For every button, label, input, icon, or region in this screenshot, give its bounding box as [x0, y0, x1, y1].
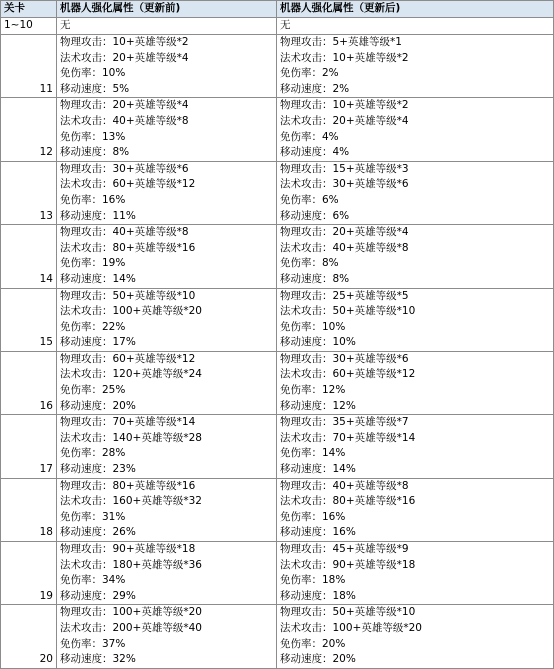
attribute-line: 免伤率：18%: [280, 574, 346, 587]
attribute-line: 物理攻击：25+英雄等级*5: [280, 289, 409, 302]
attribute-line: 移动速度：26%: [60, 526, 136, 539]
attribute-line: 免伤率：2%: [280, 67, 339, 80]
attribute-line: 移动速度：20%: [280, 653, 356, 666]
attribute-line: 物理攻击：15+英雄等级*3: [280, 162, 409, 175]
header-before: 机器人强化属性（更新前): [57, 1, 277, 18]
attribute-line: 移动速度：14%: [280, 463, 356, 476]
attribute-line: 移动速度：10%: [280, 336, 356, 349]
attribute-line: 免伤率：31%: [60, 510, 126, 523]
attribute-line: 法术攻击：180+英雄等级*36: [60, 558, 202, 571]
attribute-line: 物理攻击：40+英雄等级*8: [60, 226, 189, 239]
attribute-line: 法术攻击：160+英雄等级*32: [60, 495, 202, 508]
attribute-line: 免伤率：28%: [60, 447, 126, 460]
attribute-line: 法术攻击：40+英雄等级*8: [280, 241, 409, 254]
header-after: 机器人强化属性（更新后): [277, 1, 554, 18]
attribute-line: 物理攻击：10+英雄等级*2: [280, 99, 409, 112]
table-row: [1, 161, 554, 224]
attribute-line: 移动速度：2%: [280, 82, 350, 95]
attribute-line: 物理攻击：20+英雄等级*4: [60, 99, 189, 112]
attribute-line: 免伤率：34%: [60, 574, 126, 587]
after-cell: [277, 542, 554, 605]
attribute-line: 移动速度：12%: [280, 399, 356, 412]
table-row: [1, 351, 554, 414]
table-row: [1, 478, 554, 541]
level-cell: 12: [1, 98, 57, 161]
attribute-line: 法术攻击：70+英雄等级*14: [280, 431, 416, 444]
attribute-line: 法术攻击：200+英雄等级*40: [60, 621, 202, 634]
level-cell: 14: [1, 225, 57, 288]
attribute-line: 移动速度：29%: [60, 589, 136, 602]
attribute-line: 物理攻击：35+英雄等级*7: [280, 416, 409, 429]
attribute-line: 物理攻击：5+英雄等级*1: [280, 36, 402, 48]
before-cell: [57, 288, 277, 351]
attribute-line: 移动速度：14%: [60, 272, 136, 285]
after-cell: [277, 605, 554, 668]
attribute-line: 法术攻击：120+英雄等级*24: [60, 368, 202, 381]
attribute-line: 法术攻击：140+英雄等级*28: [60, 431, 202, 444]
attribute-line: 法术攻击：80+英雄等级*16: [60, 241, 196, 254]
attribute-line: 法术攻击：20+英雄等级*4: [60, 51, 189, 64]
attribute-line: 免伤率：13%: [60, 130, 126, 143]
attribute-line: 移动速度：18%: [280, 589, 356, 602]
before-cell: [57, 161, 277, 224]
attribute-line: 法术攻击：80+英雄等级*16: [280, 495, 416, 508]
attribute-line: 免伤率：37%: [60, 637, 126, 650]
attribute-line: 移动速度：4%: [280, 146, 350, 159]
level-cell: 1~10: [1, 18, 57, 35]
attribute-line: 法术攻击：10+英雄等级*2: [280, 51, 409, 64]
before-cell: [57, 415, 277, 478]
attribute-line: 法术攻击：100+英雄等级*20: [280, 621, 422, 634]
level-cell: 17: [1, 415, 57, 478]
attribute-line: 物理攻击：90+英雄等级*18: [60, 543, 196, 555]
attribute-line: 物理攻击：70+英雄等级*14: [60, 416, 196, 429]
table-row: [1, 542, 554, 605]
attribute-line: 法术攻击：90+英雄等级*18: [280, 558, 416, 571]
attribute-line: 免伤率：22%: [60, 320, 126, 333]
table-row: [1, 288, 554, 351]
table-row: [1, 605, 554, 668]
table-row: [1, 18, 554, 35]
before-cell: 无: [57, 18, 277, 35]
attribute-line: 物理攻击：50+英雄等级*10: [60, 289, 196, 302]
attribute-line: 物理攻击：100+英雄等级*20: [60, 606, 202, 619]
attribute-line: 免伤率：16%: [280, 510, 346, 523]
attribute-line: 免伤率：6%: [280, 193, 339, 206]
before-cell: [57, 605, 277, 668]
attribute-line: 法术攻击：100+英雄等级*20: [60, 305, 202, 318]
after-cell: [277, 35, 554, 98]
attribute-line: 移动速度：11%: [60, 209, 136, 222]
after-cell: [277, 288, 554, 351]
header-level: 关卡: [1, 1, 57, 18]
attribute-line: 移动速度：8%: [280, 272, 350, 285]
after-cell: [277, 98, 554, 161]
header-row: [1, 1, 554, 18]
before-cell: [57, 542, 277, 605]
attribute-line: 免伤率：4%: [280, 130, 339, 143]
level-cell: 18: [1, 478, 57, 541]
attribute-line: 物理攻击：10+英雄等级*2: [60, 36, 189, 48]
after-cell: [277, 351, 554, 414]
level-cell: 13: [1, 161, 57, 224]
level-cell: 20: [1, 605, 57, 668]
attribute-line: 移动速度：32%: [60, 653, 136, 666]
attribute-line: 免伤率：8%: [280, 257, 339, 270]
attribute-line: 免伤率：20%: [280, 637, 346, 650]
attribute-line: 免伤率：16%: [60, 193, 126, 206]
attribute-line: 物理攻击：30+英雄等级*6: [60, 162, 189, 175]
attribute-line: 移动速度：17%: [60, 336, 136, 349]
attribute-line: 法术攻击：20+英雄等级*4: [280, 114, 409, 127]
attribute-line: 移动速度：23%: [60, 463, 136, 476]
table-row: [1, 35, 554, 98]
attribute-line: 物理攻击：80+英雄等级*16: [60, 479, 196, 492]
attribute-line: 移动速度：5%: [60, 82, 130, 95]
attribute-line: 法术攻击：30+英雄等级*6: [280, 178, 409, 191]
before-cell: [57, 351, 277, 414]
attribute-line: 物理攻击：45+英雄等级*9: [280, 543, 409, 555]
attribute-line: 免伤率：14%: [280, 447, 346, 460]
attribute-line: 物理攻击：20+英雄等级*4: [280, 226, 409, 239]
attribute-line: 法术攻击：50+英雄等级*10: [280, 305, 416, 318]
before-cell: [57, 225, 277, 288]
level-cell: 11: [1, 35, 57, 98]
table-row: [1, 98, 554, 161]
before-cell: [57, 98, 277, 161]
attribute-line: 免伤率：10%: [280, 320, 346, 333]
before-cell: [57, 35, 277, 98]
attribute-line: 免伤率：25%: [60, 384, 126, 397]
level-cell: 19: [1, 542, 57, 605]
table-row: [1, 415, 554, 478]
attribute-line: 移动速度：16%: [280, 526, 356, 539]
level-cell: 16: [1, 351, 57, 414]
attribute-line: 移动速度：8%: [60, 146, 130, 159]
before-cell: [57, 478, 277, 541]
attribute-line: 物理攻击：30+英雄等级*6: [280, 352, 409, 365]
after-cell: [277, 225, 554, 288]
attribute-line: 法术攻击：60+英雄等级*12: [60, 178, 196, 191]
attribute-line: 移动速度：20%: [60, 399, 136, 412]
table-row: [1, 225, 554, 288]
attribute-line: 物理攻击：50+英雄等级*10: [280, 606, 416, 619]
attribute-line: 免伤率：12%: [280, 384, 346, 397]
attribute-line: 法术攻击：60+英雄等级*12: [280, 368, 416, 381]
after-cell: [277, 415, 554, 478]
attribute-line: 免伤率：10%: [60, 67, 126, 80]
attribute-line: 法术攻击：40+英雄等级*8: [60, 114, 189, 127]
after-cell: [277, 478, 554, 541]
attribute-line: 免伤率：19%: [60, 257, 126, 270]
after-cell: [277, 161, 554, 224]
after-cell: 无: [277, 18, 554, 35]
attribute-line: 物理攻击：40+英雄等级*8: [280, 479, 409, 492]
level-cell: 15: [1, 288, 57, 351]
attribute-line: 移动速度：6%: [280, 209, 350, 222]
attribute-line: 物理攻击：60+英雄等级*12: [60, 352, 196, 365]
